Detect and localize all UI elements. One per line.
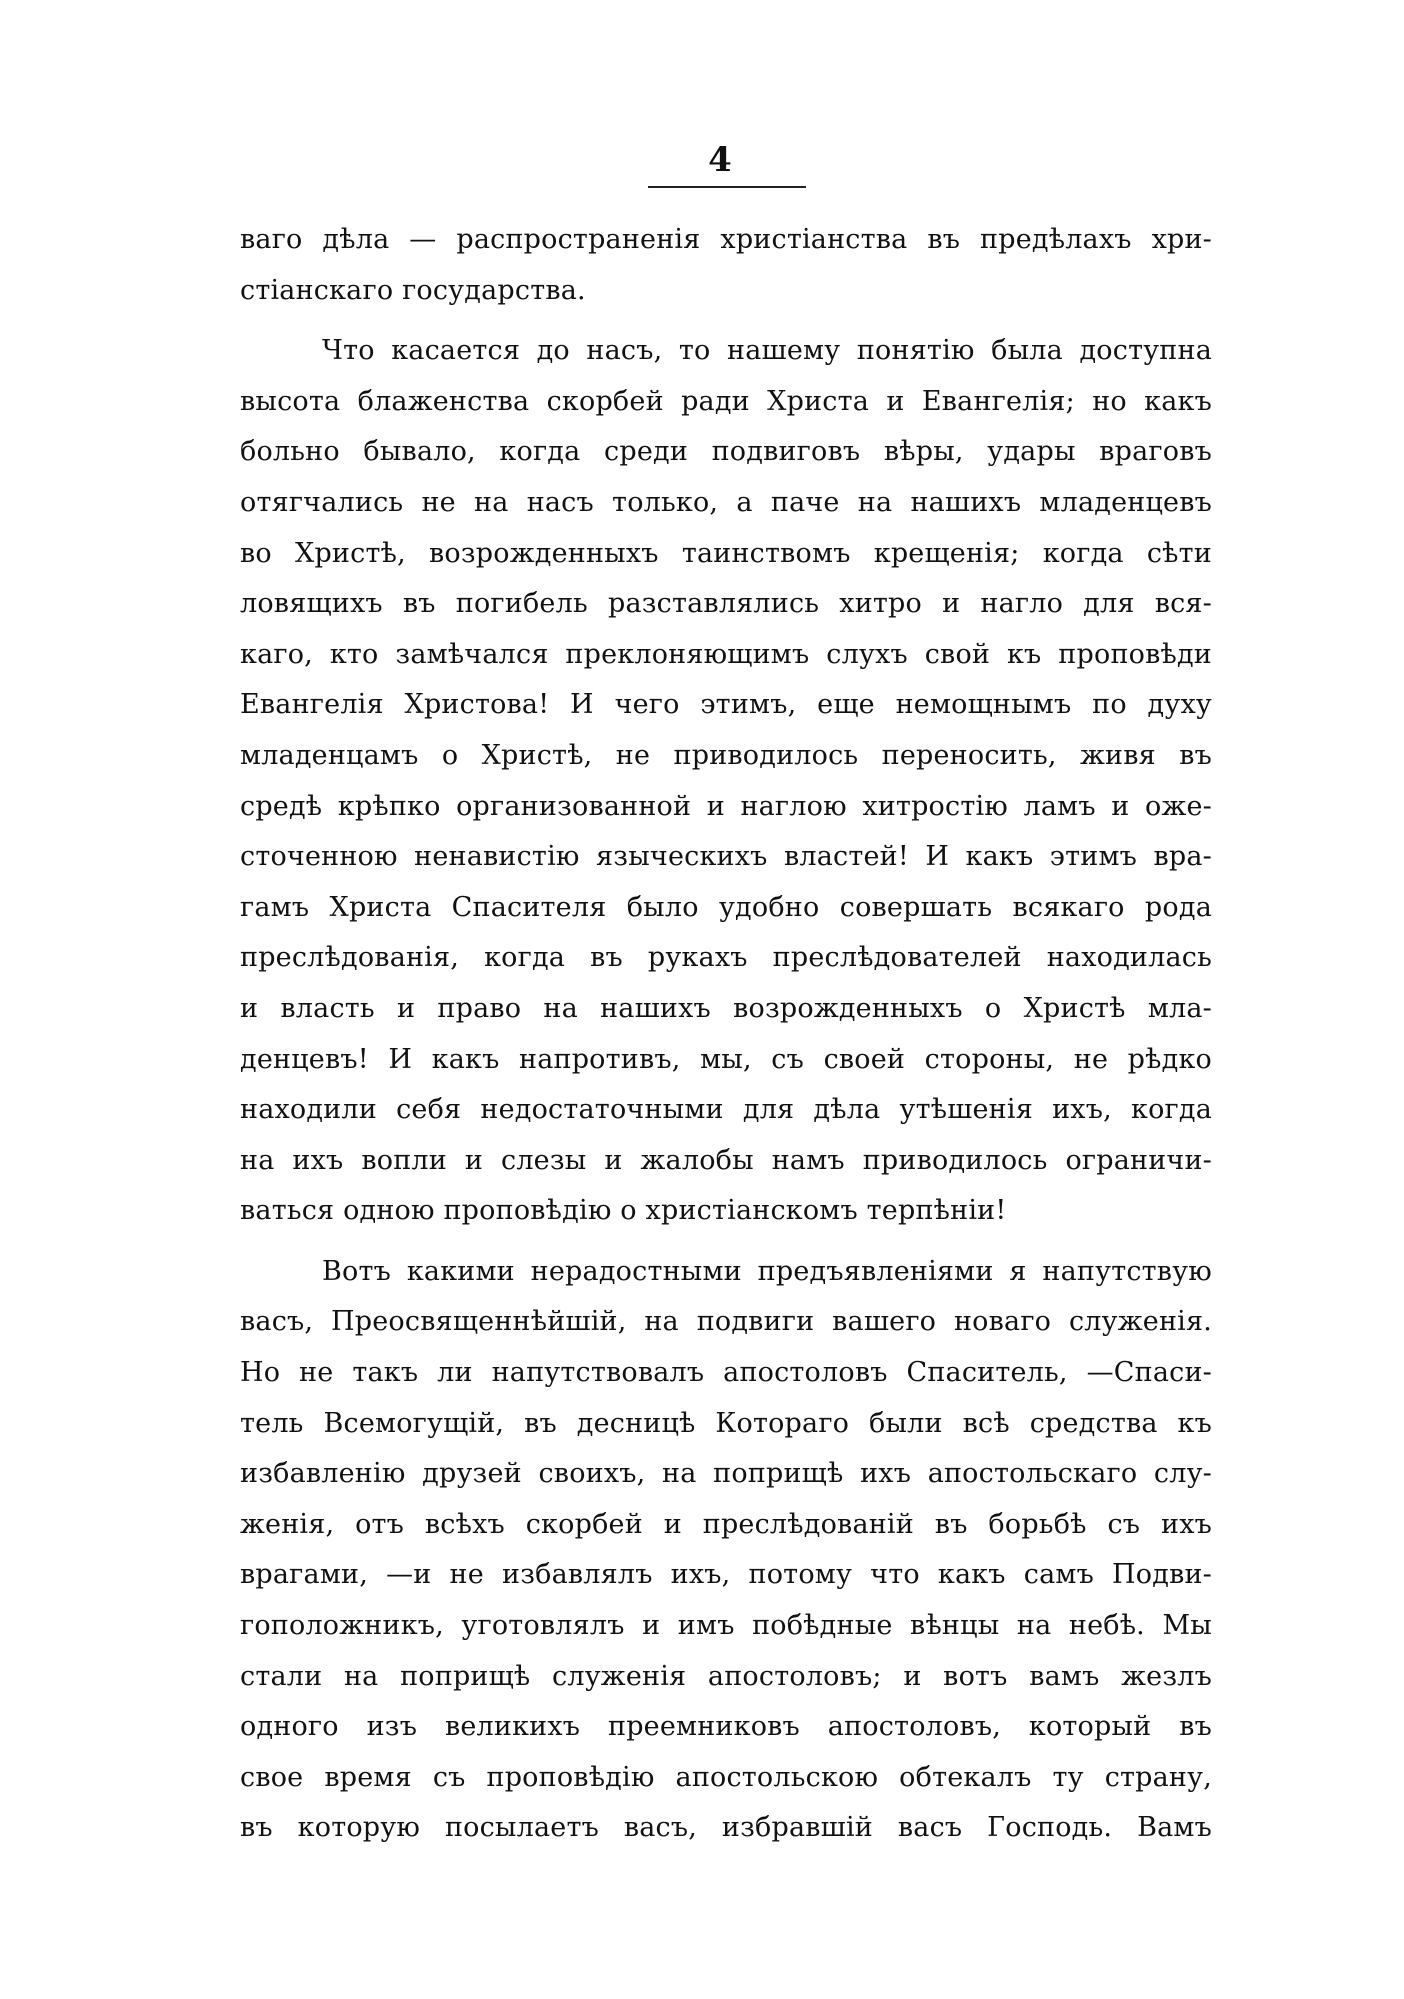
text-line: женія, отъ всѣхъ скорбей и преслѣдованій въ борьбѣ съ ихъ bbox=[240, 1508, 1212, 1540]
text-line: на ихъ вопли и слезы и жалобы намъ приводилось ограничи- bbox=[240, 1144, 1212, 1176]
text-line: отягчались не на насъ только, а паче на нашихъ младенцевъ bbox=[240, 486, 1212, 518]
text-line: Что касается до насъ, то нашему понятію была доступна bbox=[322, 335, 1212, 367]
text-line: свое время съ проповѣдію апостольскою обтекалъ ту страну, bbox=[240, 1761, 1212, 1793]
text-line: ваго дѣла — распространенія христіанства въ предѣлахъ хри- bbox=[240, 224, 1212, 255]
text-line: въ которую посылаетъ васъ, избравшій васъ Господь. Вамъ bbox=[240, 1812, 1212, 1844]
text-line: Вотъ какими нерадостными предъявленіями я напутствую bbox=[322, 1255, 1212, 1287]
text-line: стіанскаго государства. bbox=[240, 274, 586, 306]
text-line: и власть и право на нашихъ возрожденныхъ о Христѣ мла- bbox=[240, 992, 1212, 1024]
text-line: гамъ Христа Спасителя было удобно совершать всякаго рода bbox=[240, 891, 1212, 923]
text-line: врагами, —и не избавлялъ ихъ, потому что какъ самъ Подви- bbox=[240, 1559, 1212, 1591]
text-line: сточенною ненавистію языческихъ властей! И какъ этимъ вра- bbox=[240, 841, 1212, 873]
text-line: высота блаженства скорбей ради Христа и Евангелія; но какъ bbox=[240, 385, 1212, 417]
text-line: во Христѣ, возрожденныхъ таинствомъ крещенія; когда сѣти bbox=[240, 537, 1212, 569]
text-line: ваться одною проповѣдію о христіанскомъ терпѣніи! bbox=[240, 1195, 1007, 1227]
text-line: преслѣдованія, когда въ рукахъ преслѣдователей находилась bbox=[240, 942, 1212, 974]
text-line: гоположникъ, уготовлялъ и имъ побѣдные вѣнцы на небѣ. Мы bbox=[240, 1610, 1212, 1642]
text-line: больно бывало, когда среди подвиговъ вѣры, удары враговъ bbox=[240, 436, 1212, 468]
text-line: Евангелія Христова! И чего этимъ, еще немощнымъ по духу bbox=[240, 689, 1212, 721]
text-line: ловящихъ въ погибель разставлялись хитро и нагло для вся- bbox=[240, 588, 1212, 620]
text-line: избавленію друзей своихъ, на поприщѣ ихъ апостольскаго слу- bbox=[240, 1458, 1212, 1490]
text-line: васъ, Преосвященнѣйшій, на подвиги вашего новаго служенія. bbox=[240, 1306, 1212, 1338]
body-text bbox=[240, 215, 1212, 1854]
text-line: находили себя недостаточными для дѣла утѣшенія ихъ, когда bbox=[240, 1094, 1212, 1126]
page-number-rule bbox=[648, 186, 806, 188]
paragraph-gap bbox=[240, 1237, 1212, 1247]
paragraph-gap bbox=[240, 316, 1212, 326]
text-line: тель Всемогущій, въ десницѣ Котораго были всѣ средства къ bbox=[240, 1407, 1212, 1439]
text-line: каго, кто замѣчался преклоняющимъ слухъ свой къ проповѣди bbox=[240, 638, 1212, 670]
text-line: стали на поприщѣ служенія апостоловъ; и вотъ вамъ жезлъ bbox=[240, 1660, 1212, 1692]
text-line: младенцамъ о Христѣ, не приводилось переносить, живя въ bbox=[240, 739, 1212, 771]
text-line: средѣ крѣпко организованной и наглою хитростію ламъ и оже- bbox=[240, 790, 1212, 822]
text-line: Но не такъ ли напутствовалъ апостоловъ Спаситель, —Спаси- bbox=[240, 1357, 1212, 1389]
text-line: одного изъ великихъ преемниковъ апостоловъ, который въ bbox=[240, 1711, 1212, 1743]
page-number: 4 bbox=[708, 140, 732, 180]
text-line: денцевъ! И какъ напротивъ, мы, съ своей стороны, не рѣдко bbox=[240, 1043, 1212, 1075]
